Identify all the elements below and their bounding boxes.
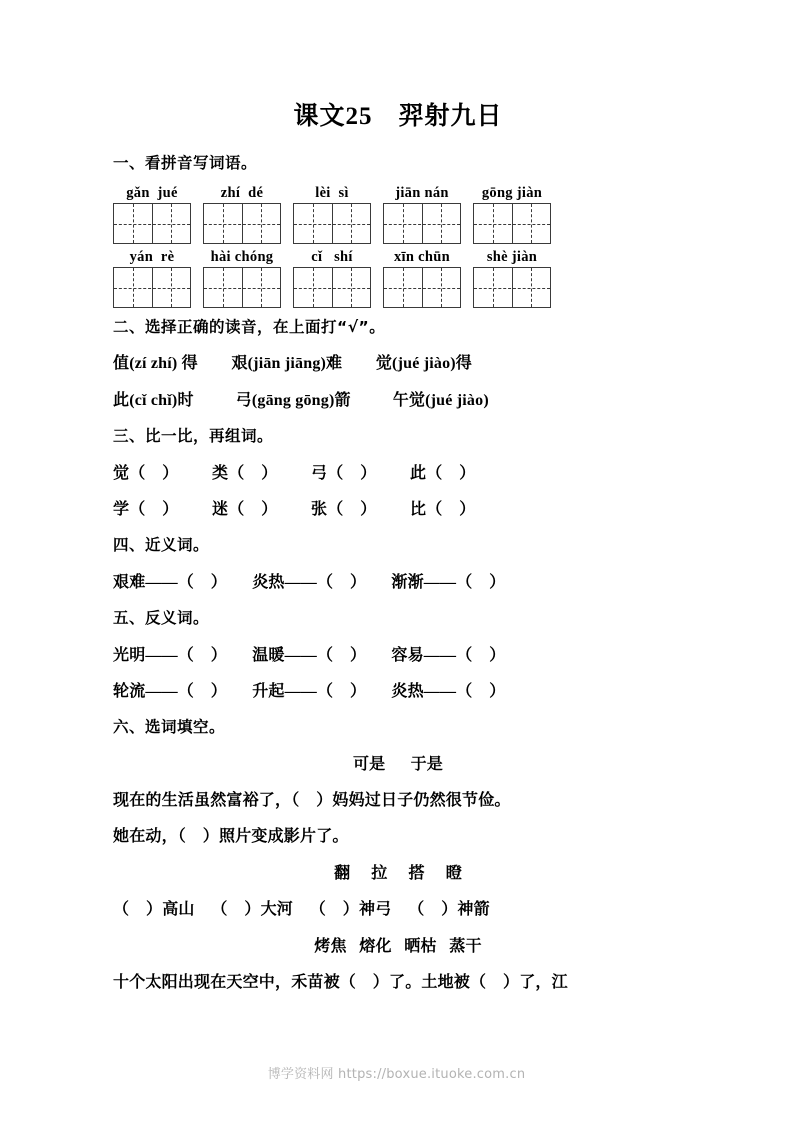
writing-box[interactable] bbox=[473, 267, 551, 308]
pinyin-grid-item bbox=[293, 247, 371, 308]
section-heading-1: 一、看拼音写词语。 bbox=[113, 154, 258, 172]
section-heading-2: 二、选择正确的读音，在上面打“√”。 bbox=[113, 318, 386, 336]
grid-dashed-line bbox=[384, 288, 460, 289]
worksheet-content bbox=[113, 0, 683, 992]
word-bank-2: 翻 拉 搭 瞪 bbox=[334, 865, 462, 882]
exercise-line: 轮流——（ ） 升起——（ ） 炎热——（ ） bbox=[113, 683, 506, 700]
pinyin-label: lèi sì bbox=[315, 185, 349, 201]
pinyin-label: zhí dé bbox=[220, 185, 264, 201]
grid-dashed-line bbox=[294, 224, 370, 225]
writing-box[interactable] bbox=[293, 203, 371, 244]
pinyin-label: cǐ shí bbox=[311, 249, 353, 265]
writing-box[interactable] bbox=[293, 267, 371, 308]
exercise-line: 艰难——（ ） 炎热——（ ） 渐渐——（ ） bbox=[113, 574, 506, 591]
pinyin-label: xīn chūn bbox=[394, 249, 450, 265]
exercise-line: （ ）高山 （ ）大河 （ ）神弓 （ ）神箭 bbox=[113, 901, 490, 918]
pinyin-grid-item bbox=[383, 247, 461, 308]
exercise-line: 值(zí zhí) 得 艰(jiān jiāng)难 觉(jué jiào)得 bbox=[113, 355, 473, 372]
exercise-line: 觉（ ） 类（ ） 弓（ ） 此（ ） bbox=[113, 465, 476, 482]
writing-box[interactable] bbox=[113, 267, 191, 308]
exercise-line: 学（ ） 迷（ ） 张（ ） 比（ ） bbox=[113, 501, 476, 518]
pinyin-grid-item bbox=[473, 183, 551, 244]
writing-box[interactable] bbox=[383, 267, 461, 308]
word-bank-3: 烤焦 熔化 晒枯 蒸干 bbox=[314, 938, 482, 955]
grid-dashed-line bbox=[204, 224, 280, 225]
writing-box[interactable] bbox=[203, 267, 281, 308]
section-heading-6: 六、选词填空。 bbox=[113, 718, 226, 736]
writing-box[interactable] bbox=[113, 203, 191, 244]
exercise-line: 此(cǐ chǐ)时 弓(gāng gōng)箭 午觉(jué jiào) bbox=[113, 392, 489, 409]
pinyin-grid-item bbox=[473, 247, 551, 308]
grid-dashed-line bbox=[114, 288, 190, 289]
pinyin-label: jiān nán bbox=[395, 185, 449, 201]
grid-dashed-line bbox=[114, 224, 190, 225]
grid-dashed-line bbox=[474, 224, 550, 225]
pinyin-grid-item bbox=[113, 247, 191, 308]
pinyin-label: shè jiàn bbox=[486, 249, 538, 265]
grid-dashed-line bbox=[294, 288, 370, 289]
pinyin-label: gǎn jué bbox=[126, 185, 178, 201]
writing-box[interactable] bbox=[203, 203, 281, 244]
pinyin-grid-item bbox=[203, 183, 281, 244]
section-heading-4: 四、近义词。 bbox=[113, 536, 210, 554]
exercise-line: 十个太阳出现在天空中，禾苗被（ ）了。土地被（ ）了，江 bbox=[113, 974, 568, 991]
writing-box[interactable] bbox=[383, 203, 461, 244]
pinyin-label: yán rè bbox=[129, 249, 175, 265]
pinyin-grid-row bbox=[113, 183, 683, 244]
grid-dashed-line bbox=[204, 288, 280, 289]
grid-dashed-line bbox=[474, 288, 550, 289]
pinyin-grid-item bbox=[293, 183, 371, 244]
pinyin-grid-row bbox=[113, 247, 683, 308]
pinyin-grid-item bbox=[113, 183, 191, 244]
section-heading-5: 五、反义词。 bbox=[113, 609, 210, 627]
pinyin-grid-item bbox=[383, 183, 461, 244]
pinyin-grid-block bbox=[113, 173, 683, 308]
grid-dashed-line bbox=[384, 224, 460, 225]
writing-box[interactable] bbox=[473, 203, 551, 244]
page-title: 课文25 羿射九日 bbox=[293, 103, 503, 130]
word-bank-1: 可是 于是 bbox=[352, 756, 443, 773]
exercise-line: 光明——（ ） 温暖——（ ） 容易——（ ） bbox=[113, 647, 506, 664]
pinyin-label: gōng jiàn bbox=[481, 185, 543, 201]
footer-watermark: 博学资料网 https://boxue.ituoke.com.cn bbox=[267, 1067, 526, 1082]
section-heading-3: 三、比一比，再组词。 bbox=[113, 427, 274, 445]
exercise-line: 现在的生活虽然富裕了，（ ）妈妈过日子仍然很节俭。 bbox=[113, 792, 511, 809]
exercise-line: 她在动，（ ）照片变成影片了。 bbox=[113, 828, 349, 845]
pinyin-label: hài chóng bbox=[210, 249, 274, 265]
pinyin-grid-item bbox=[203, 247, 281, 308]
